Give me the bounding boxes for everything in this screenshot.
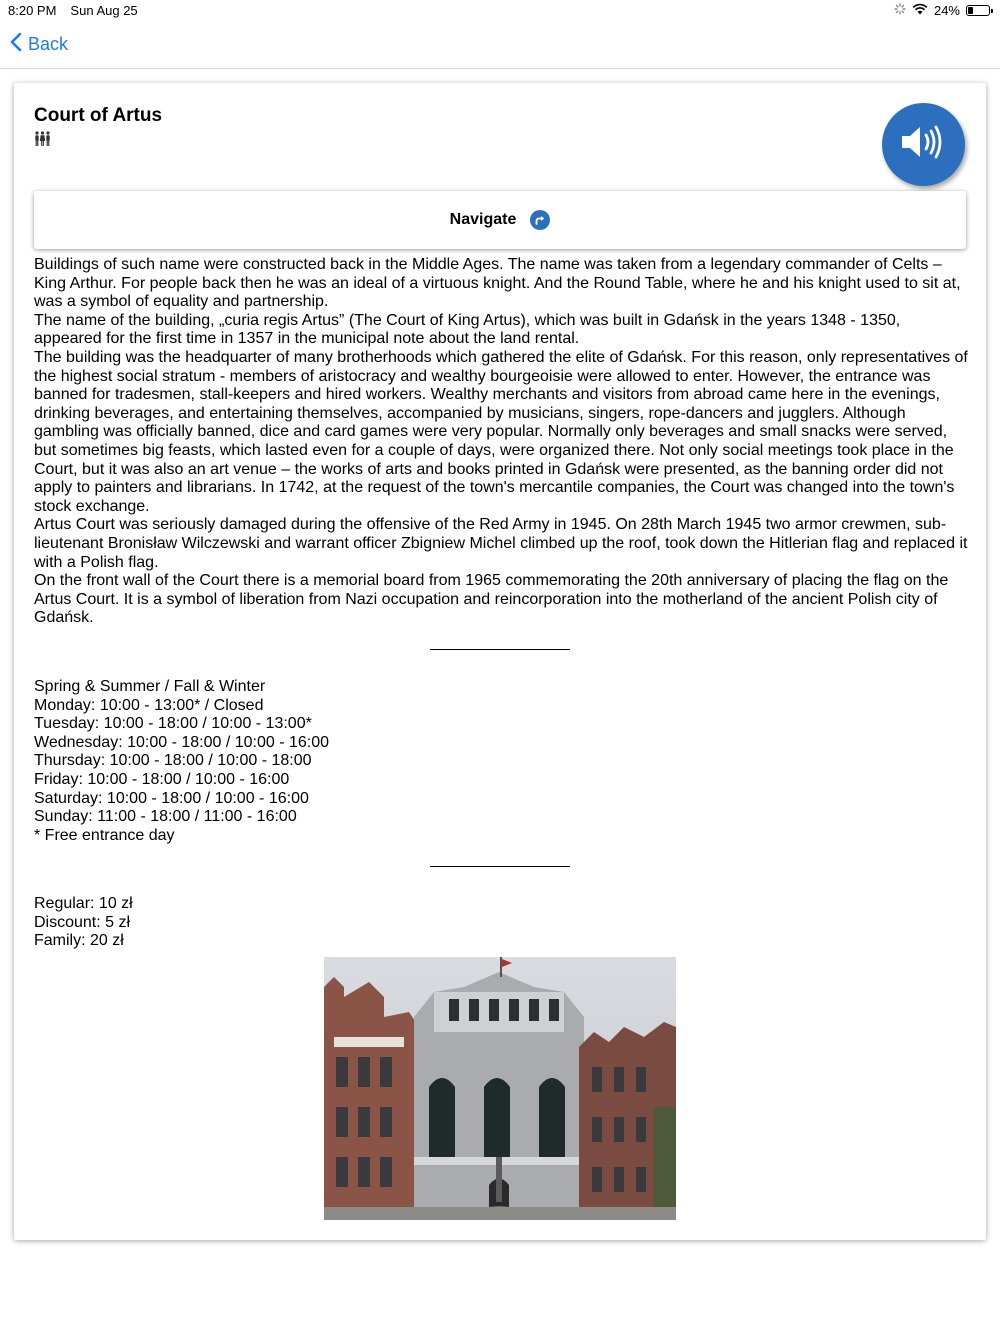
hours-line: * Free entrance day	[34, 826, 175, 844]
navigate-label: Navigate	[449, 211, 517, 228]
people-icon	[34, 131, 51, 152]
hours-line: Monday: 10:00 - 13:00* / Closed	[34, 696, 264, 714]
back-button[interactable]	[10, 32, 68, 57]
description-paragraph: Artus Court was seriously damaged during the offensive of the Red Army in 1945. On 28th March 1945 two armor crewmen, sub-lieutenant Bronisław Wilczewski and warrant officer Zbigniew Michel climbed up the roof, took down the Hitlerian flag and replaced it with a Polish flag.	[34, 516, 968, 571]
hours-line: Saturday: 10:00 - 18:00 / 10:00 - 16:00	[34, 789, 309, 807]
status-right	[894, 3, 990, 18]
battery-icon	[966, 5, 990, 16]
ticket-prices	[34, 895, 133, 951]
status-time: 8:20 PM	[8, 3, 57, 18]
description-paragraph: On the front wall of the Court there is a memorial board from 1965 commemorating the 20th anniversary of placing the flag on the Artus Court. It is a symbol of liberation from Nazi occupation and reincorporation into the motherland of the ancient Polish city of Gdańsk.	[34, 572, 949, 627]
hours-line: Wednesday: 10:00 - 18:00 / 10:00 - 16:00	[34, 733, 330, 751]
section-divider	[430, 866, 570, 867]
opening-hours	[34, 678, 329, 845]
back-label: Back	[28, 34, 69, 54]
description-paragraph: Buildings of such name were constructed back in the Middle Ages. The name was taken from a legendary commander of Celts – King Arthur. For people back then he was an ideal of a virtuous knight. And the Round Table, where he and his knight used to sit at, was a symbol of equality and partnership.	[34, 256, 961, 311]
place-detail-card	[14, 83, 986, 1240]
battery-level	[968, 7, 973, 14]
audio-play-button[interactable]	[882, 103, 965, 186]
status-left	[8, 3, 138, 18]
navigate-button[interactable]	[34, 191, 966, 249]
battery-percent: 24%	[933, 3, 960, 18]
speaker-icon	[898, 122, 950, 167]
hours-line: Spring & Summer / Fall & Winter	[34, 678, 266, 695]
section-divider	[430, 649, 570, 650]
place-photo	[324, 957, 676, 1220]
price-line: Regular: 10 zł	[34, 895, 133, 912]
place-title: Court of Artus	[34, 105, 163, 126]
wifi-icon	[912, 3, 928, 18]
chevron-left-icon	[10, 32, 28, 57]
status-date: Sun Aug 25	[70, 3, 138, 18]
description-paragraph: The building was the headquarter of many brotherhoods which gathered the elite of Gdańsk. For this reason, only representatives of the highest social stratum - members of aristocracy and wealthy bourgeoisie were allowed to enter. However, the entrance was banned for tradesmen, stall-keepers and hired workers. Wealthy merchants and visitors from abroad came here in the evenings, drinking beverages, and entertaining themselves, accompanied by musicians, singers, rope-dancers and jugglers. Although gambling was officially banned, dice and card games were very popular. Normally only beverages and small snacks were served, but sometimes big feasts, which lasted even for a couple of days, were organized there. Not only social meetings took place in the Court, but it was also an art venue – the works of arts and books printed in Gdańsk were presented, as the banning order did not apply to painters and librarians. In 1742, at the request of the town's mercantile companies, the Court was changed into the town's stock exchange.	[34, 348, 968, 515]
hours-line: Tuesday: 10:00 - 18:00 / 10:00 - 13:00*	[34, 715, 312, 733]
price-line: Family: 20 zł	[34, 932, 124, 950]
redirect-arrow-icon	[530, 210, 550, 230]
place-description	[34, 256, 969, 628]
navigation-bar	[0, 22, 1000, 69]
status-bar	[0, 0, 1000, 22]
hours-line: Thursday: 10:00 - 18:00 / 10:00 - 18:00	[34, 752, 312, 770]
description-paragraph: The name of the building, „curia regis Artus” (The Court of King Artus), which was built in Gdańsk in the years 1348 - 1350, appeared for the first time in 1357 in the municipal note about the land rental.	[34, 311, 901, 348]
price-line: Discount: 5 zł	[34, 913, 131, 931]
hours-line: Friday: 10:00 - 18:00 / 10:00 - 16:00	[34, 770, 290, 788]
activity-spinner-icon	[894, 3, 906, 18]
hours-line: Sunday: 11:00 - 18:00 / 11:00 - 16:00	[34, 808, 297, 826]
